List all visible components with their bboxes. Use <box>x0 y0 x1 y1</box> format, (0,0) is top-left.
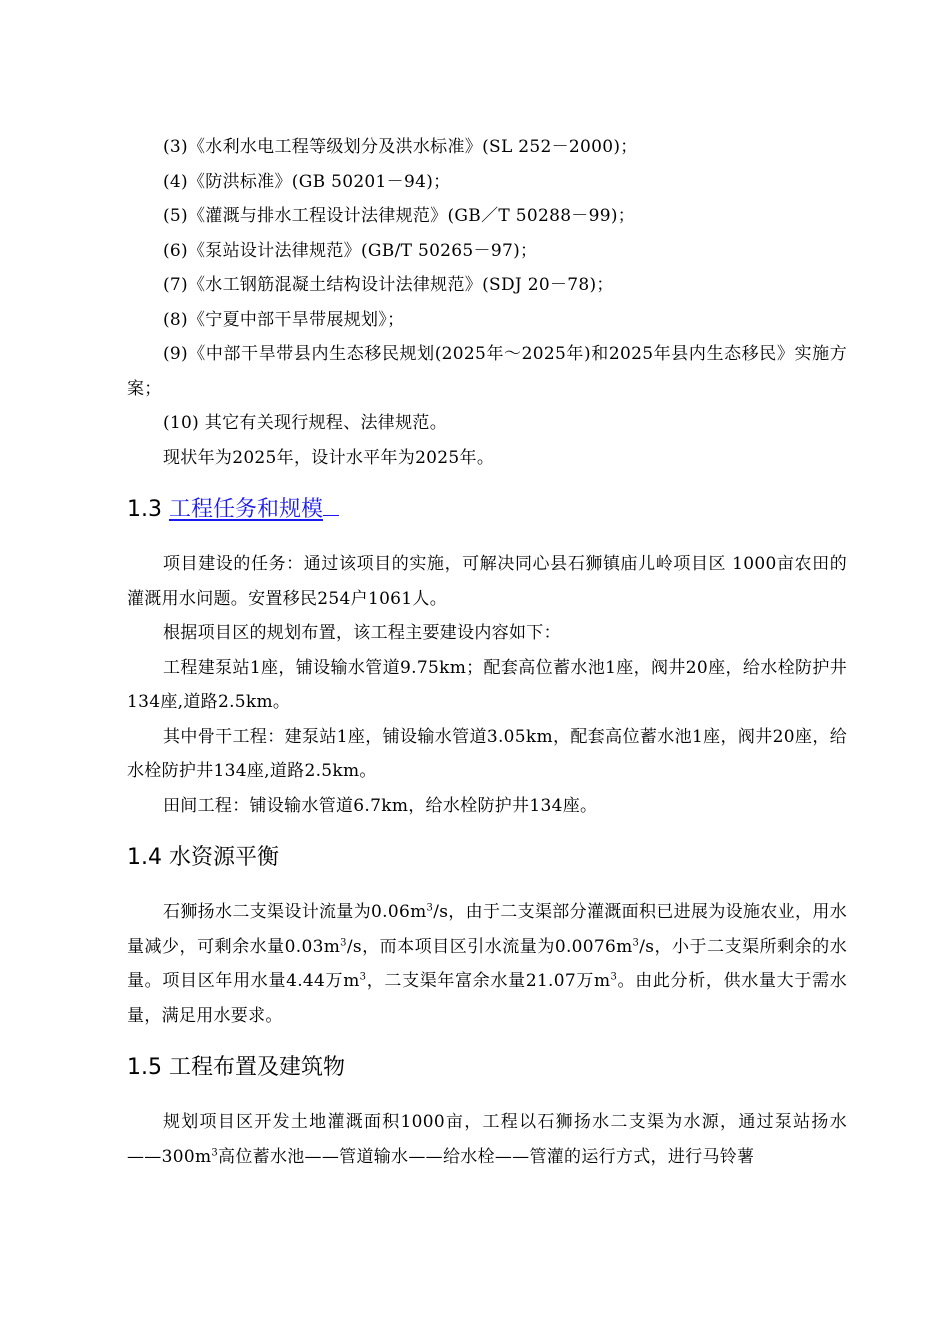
reference-item: (3)《水利水电工程等级划分及洪水标准》(SL 252－2000)； <box>163 137 638 157</box>
reference-item: (7)《水工钢筋混凝土结构设计法律规范》(SDJ 20－78)； <box>163 275 614 295</box>
reference-item: (8)《宁夏中部干旱带展规划》； <box>163 309 405 330</box>
paragraph-water-balance: 石狮扬水二支渠设计流量为$0.06m^3/s$，由于二支渠部分灌溉面积已进展为设施农业，用水量减少，可剩余水量$0.03m^3/s$，而本项目区引水流量为$0.0076m^3/s$，小于二支渠所剩余的水量。项目区年用水量4.44万$m^3$，二支渠年富余水量21.07万$m^3$。由此分析，供水量大于需水量，满足用水要求。 <box>127 902 847 1026</box>
reference-item: (6)《泵站设计法律规范》(GB/T 50265－97)； <box>163 240 538 261</box>
paragraph-task: 项目建设的任务：通过该项目的实施，可解决同心县石狮镇庙儿岭项目区 1000亩农田的灌溉用水问题。安置移民254户1061人。 <box>127 554 847 609</box>
section-heading-1-4: 1.4 水资源平衡 <box>127 845 279 870</box>
reference-item: (4)《防洪标准》(GB 50201－94)； <box>163 171 451 192</box>
link-underline-trail <box>323 495 339 516</box>
section-heading-1-3 <box>127 495 847 525</box>
paragraph-construction: 工程建泵站1座，铺设输水管道9.75km；配套高位蓄水池1座，阀井20座，给水栓防护井134座,道路2.5km。 <box>127 657 847 712</box>
reference-item: (10) 其它有关现行规程、法律规范。 <box>163 413 447 433</box>
paragraph-field: 田间工程：铺设输水管道6.7km，给水栓防护井134座。 <box>163 795 598 816</box>
section-number: 1.3 <box>127 497 169 522</box>
paragraph-layout: 规划项目区开发土地灌溉面积1000亩，工程以石狮扬水二支渠为水源，通过泵站扬水$——300m^3$高位蓄水池——管道输水——给水栓——管灌的运行方式，进行马铃薯 <box>127 1112 847 1167</box>
paragraph-plan-intro: 根据项目区的规划布置，该工程主要建设内容如下： <box>163 623 561 643</box>
paragraph-backbone: 其中骨干工程：建泵站1座，铺设输水管道3.05km，配套高位蓄水池1座，阀井20座，给水栓防护井134座,道路2.5km。 <box>127 726 847 781</box>
document-page <box>127 130 847 1174</box>
reference-item: (9)《中部干旱带县内生态移民规划(2025年～2025年)和2025年县内生态移民》实施方案； <box>127 344 847 399</box>
reference-item: (5)《灌溉与排水工程设计法律规范》(GB／T 50288－99)； <box>163 206 636 226</box>
section-heading-1-5: 1.5 工程布置及建筑物 <box>127 1055 345 1080</box>
status-year-line: 现状年为2025年，设计水平年为2025年。 <box>163 447 495 468</box>
section-title-link[interactable]: 工程任务和规模 <box>168 497 323 522</box>
